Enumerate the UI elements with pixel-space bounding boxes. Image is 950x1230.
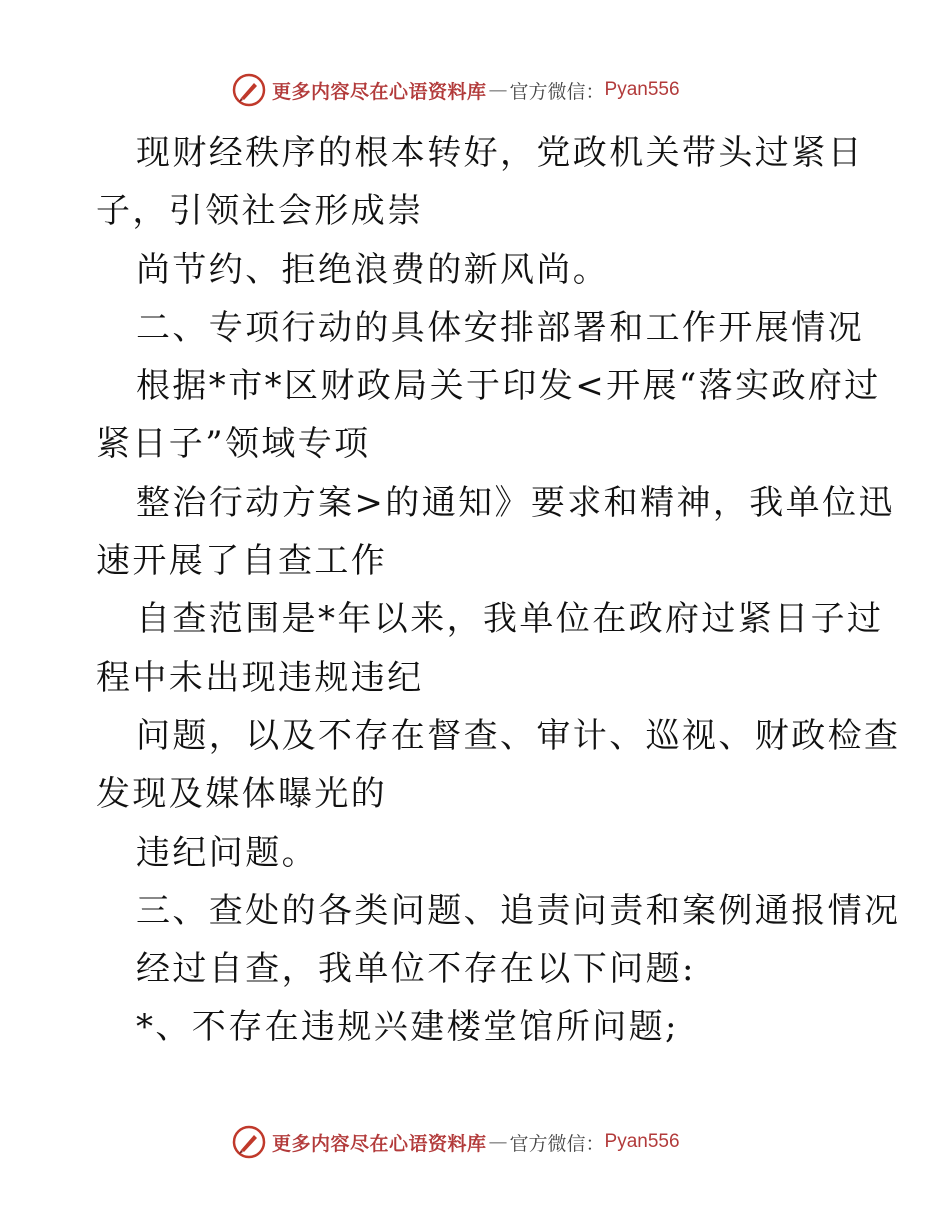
text-line: 程中未出现违规违纪 [96, 657, 424, 698]
watermark-brand: 更多内容尽在心语资料库 [272, 1132, 487, 1155]
text-line: 根据*市*区财政局关于印发<开展“落实政府过 [136, 366, 881, 407]
document-body [96, 124, 916, 1057]
text-line: 现财经秩序的根本转好，党政机关带头过紧日 [136, 133, 864, 173]
section-heading: 二、专项行动的具体安排部署和工作开展情况 [136, 307, 864, 348]
text-line: 违纪问题。 [136, 832, 318, 873]
watermark-wechat-id: Pyan556 [604, 79, 680, 100]
watermark-brand: 更多内容尽在心语资料库 [272, 80, 487, 103]
list-item: *、不存在违规兴建楼堂馆所问题; [136, 1007, 679, 1048]
section-heading: 三、查处的各类问题、追责问责和案例通报情况 [136, 890, 901, 931]
text-line: 尚节约、拒绝浪费的新风尚。 [136, 249, 610, 290]
pen-logo-icon [232, 1125, 266, 1159]
text-line: 子，引领社会形成崇 [96, 191, 424, 232]
watermark-wechat-label: 官方微信： [509, 1132, 605, 1155]
footer-watermark [232, 1124, 680, 1160]
text-line: 自查范围是*年以来，我单位在政府过紧日子过 [136, 599, 884, 640]
watermark-dash: — [488, 79, 508, 101]
text-line: 速开展了自查工作 [96, 541, 388, 582]
watermark-wechat-label: 官方微信： [509, 80, 605, 103]
header-watermark [232, 72, 680, 108]
text-line: 经过自查，我单位不存在以下问题: [136, 949, 696, 990]
text-line: 整治行动方案>的通知》要求和精神，我单位迅 [136, 482, 895, 523]
text-line: 问题，以及不存在督查、审计、巡视、财政检查 [136, 715, 901, 756]
watermark-wechat-id: Pyan556 [604, 1131, 680, 1152]
text-line: 紧日子”领域专项 [96, 424, 371, 465]
pen-logo-icon [232, 73, 266, 107]
text-line: 发现及媒体曝光的 [96, 774, 388, 815]
watermark-dash: — [488, 1131, 508, 1153]
